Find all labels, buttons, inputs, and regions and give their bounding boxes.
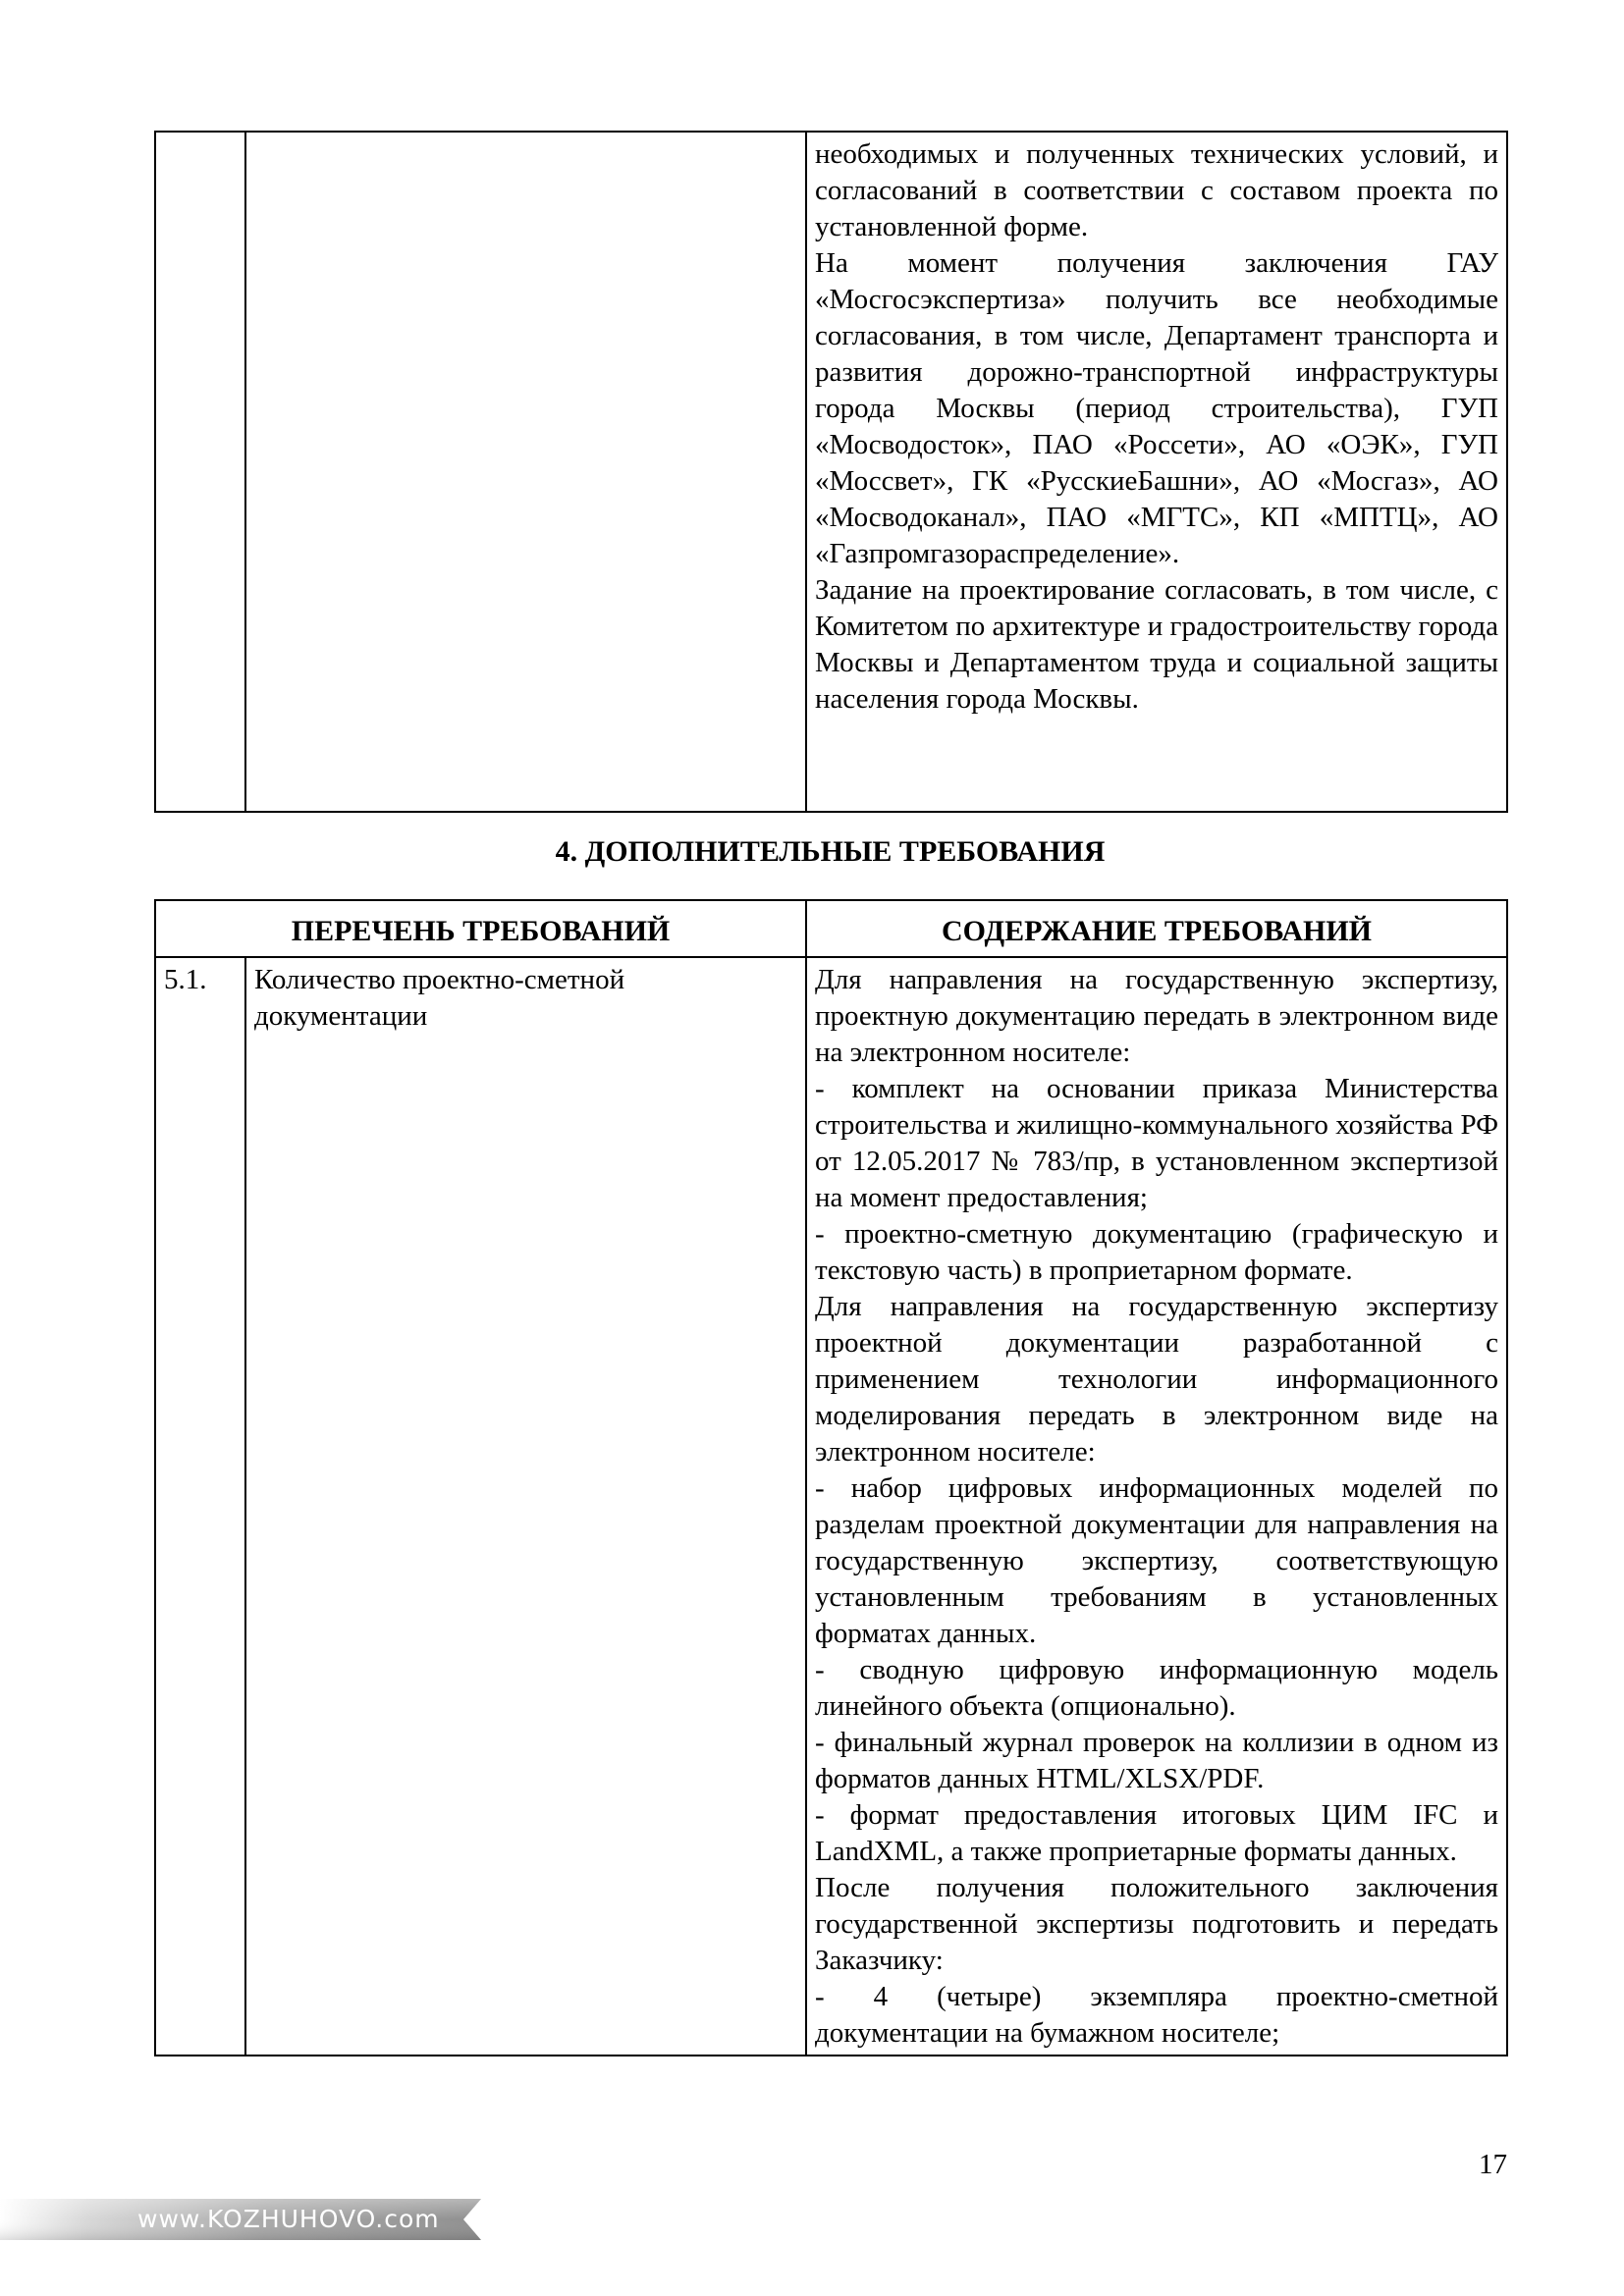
table-row [155,132,1507,812]
table-header-row [155,900,1507,957]
table-row [155,957,1507,2056]
content-paragraph: - 4 (четыре) экземпляра проектно-сметной документации на бумажном носителе; [815,1981,1499,2049]
header-requirements-list: ПЕРЕЧЕНЬ ТРЕБОВАНИЙ [155,900,806,957]
row-content-cell [806,132,1507,812]
website-watermark [0,2197,501,2242]
row-name-cell: Количество проектно-сметной документации [245,957,806,2056]
content-paragraph: - набор цифровых информационных моделей по разделам проектной документации для направления на государственную экспертизу, соответствующую установленным требованиям в установленных форматах данных. [815,1472,1499,1649]
content-paragraph: - комплект на основании приказа Министерства строительства и жилищно-коммунального хозяйства РФ от 12.05.2017 № 783/пр, в установленном экспертизой на момент предоставления; [815,1073,1499,1213]
content-paragraph: Задание на проектирование согласовать, в том числе, с Комитетом по архитектуре и градостроительству города Москвы и Департаментом труда и социальной защиты населения города Москвы. [815,574,1498,715]
content-paragraph: На момент получения заключения ГАУ «Мосгосэкспертиза» получить все необходимые согласования, в том числе, Департамент транспорта и развития дорожно-транспортной инфраструктуры города Москвы (период строительства), ГУП «Мосводосток», ПАО «Россети», АО «ОЭК», ГУП «Моссвет», ГК «РусскиеБашни», АО «Мосгаз», АО «Мосводоканал», ПАО «МГТС», КП «МПТЦ», АО «Газпромгазораспределение». [815,247,1498,569]
content-paragraph: Для направления на государственную экспертизу проектной документации разработанной с применением технологии информационного моделирования передать в электронном виде на электронном носителе: [815,1291,1499,1468]
row-name-cell [245,132,806,812]
section-heading: 4. ДОПОЛНИТЕЛЬНЫЕ ТРЕБОВАНИЯ [555,835,1106,868]
row-number-cell [155,132,245,812]
content-paragraph: После получения положительного заключения государственной экспертизы подготовить и передать Заказчику: [815,1872,1499,1976]
content-paragraph: - финальный журнал проверок на коллизии в одном из форматов данных HTML/XLSX/PDF. [815,1727,1499,1794]
row-content-cell [806,957,1507,2056]
content-paragraph: - формат предоставления итоговых ЦИМ IFC и LandXML, а также проприетарные форматы данных. [815,1799,1499,1867]
additional-requirements-table [154,899,1508,2056]
content-paragraph: Для направления на государственную экспертизу, проектную документацию передать в электронном виде на электронном носителе: [815,964,1499,1068]
header-requirements-content: СОДЕРЖАНИЕ ТРЕБОВАНИЙ [806,900,1507,957]
page-number: 17 [1479,2149,1507,2180]
website-url[interactable]: www.KOZHUHOVO.com [137,2205,440,2233]
content-paragraph: - сводную цифровую информационную модель линейного объекта (опционально). [815,1654,1499,1722]
row-number-cell: 5.1. [155,957,245,2056]
content-paragraph: - проектно-сметную документацию (графическую и текстовую часть) в проприетарном формате. [815,1218,1499,1286]
requirements-table-continued [154,131,1508,813]
content-paragraph: необходимых и полученных технических условий, и согласований в соответствии с составом проекта по установленной форме. [815,138,1498,242]
